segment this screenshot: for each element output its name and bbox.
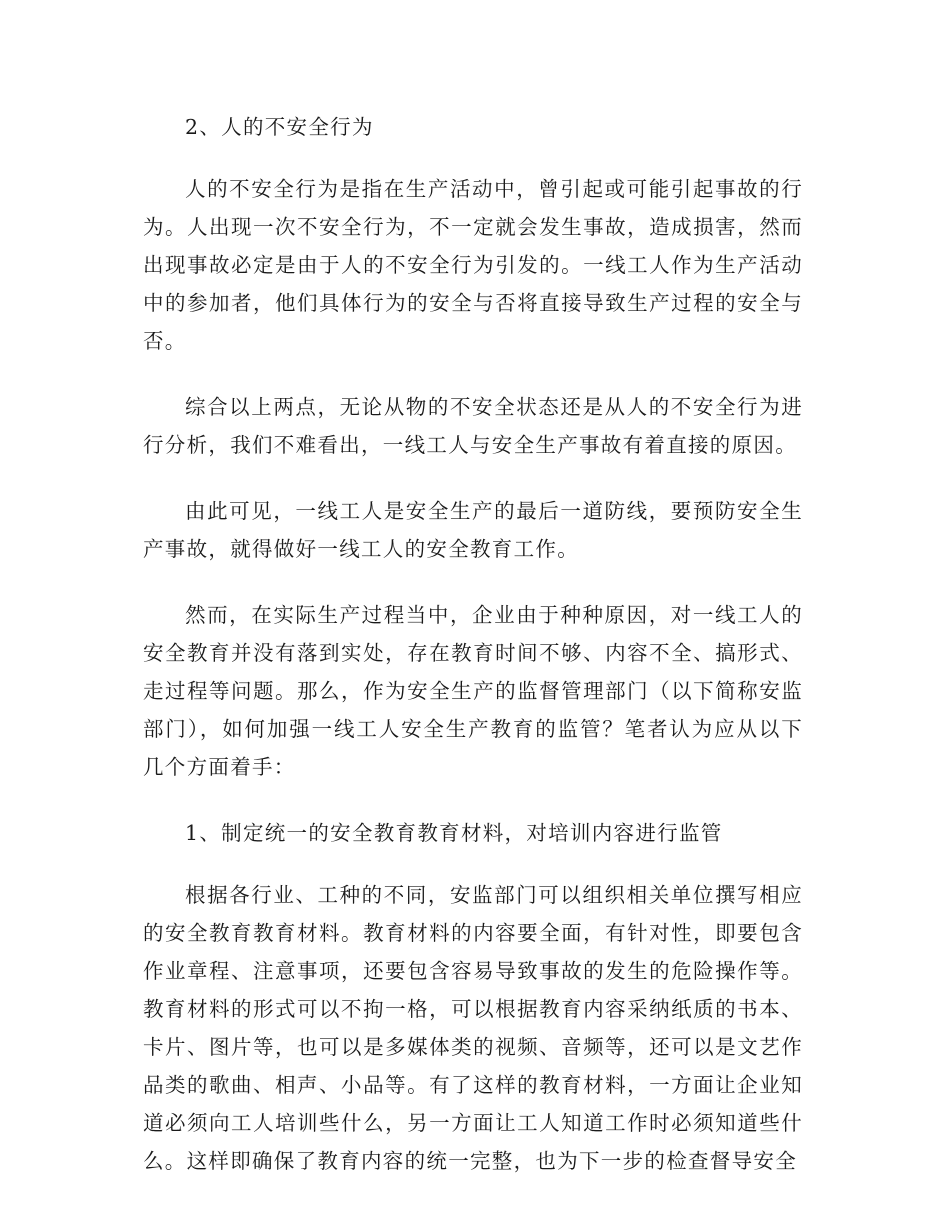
paragraph-last-line-of-defense: 由此可见，一线工人是安全生产的最后一道防线，要预防安全生产事故，就得做好一线工人的安全教育工作。 — [143, 499, 803, 561]
section-heading-unsafe-behavior: 2、人的不安全行为 — [185, 115, 374, 139]
paragraph-unsafe-behavior-definition: 人的不安全行为是指在生产活动中，曾引起或可能引起事故的行为。人出现一次不安全行为，不一定就会发生事故，造成损害，然而出现事故必定是由于人的不安全行为引发的。一线工人作为生产活动中的参加者，他们具体行为的安全与否将直接导致生产过程的安全与否。 — [143, 177, 803, 353]
paragraph-materials-detail: 根据各行业、工种的不同，安监部门可以组织相关单位撰写相应的安全教育教育材料。教育材料的内容要全面，有针对性，即要包含作业章程、注意事项，还要包含容易导致事故的发生的危险操作等。教育材料的形式可以不拘一格，可以根据教育内容采纳纸质的书本、卡片、图片等，也可以是多媒体类的视频、音频等，还可以是文艺作品类的歌曲、相声、小品等。有了这样的教育材料，一方面让企业知道必须向工人培训些什么，另一方面让工人知道工作时必须知道些什么。这样即确保了教育内容的统一完整，也为下一步的检查督导安全 — [143, 883, 803, 1173]
section-heading-unified-materials: 1、制定统一的安全教育教育材料，对培训内容进行监管 — [185, 821, 723, 845]
paragraph-problems: 然而，在实际生产过程当中，企业由于种种原因，对一线工人的安全教育并没有落到实处，存在教育时间不够、内容不全、搞形式、走过程等问题。那么，作为安全生产的监督管理部门（以下简称安监部门），如何加强一线工人安全生产教育的监管？笔者认为应从以下几个方面着手： — [143, 603, 803, 779]
paragraph-summary: 综合以上两点，无论从物的不安全状态还是从人的不安全行为进行分析，我们不难看出，一线工人与安全生产事故有着直接的原因。 — [143, 395, 803, 457]
document-body — [143, 108, 803, 1208]
